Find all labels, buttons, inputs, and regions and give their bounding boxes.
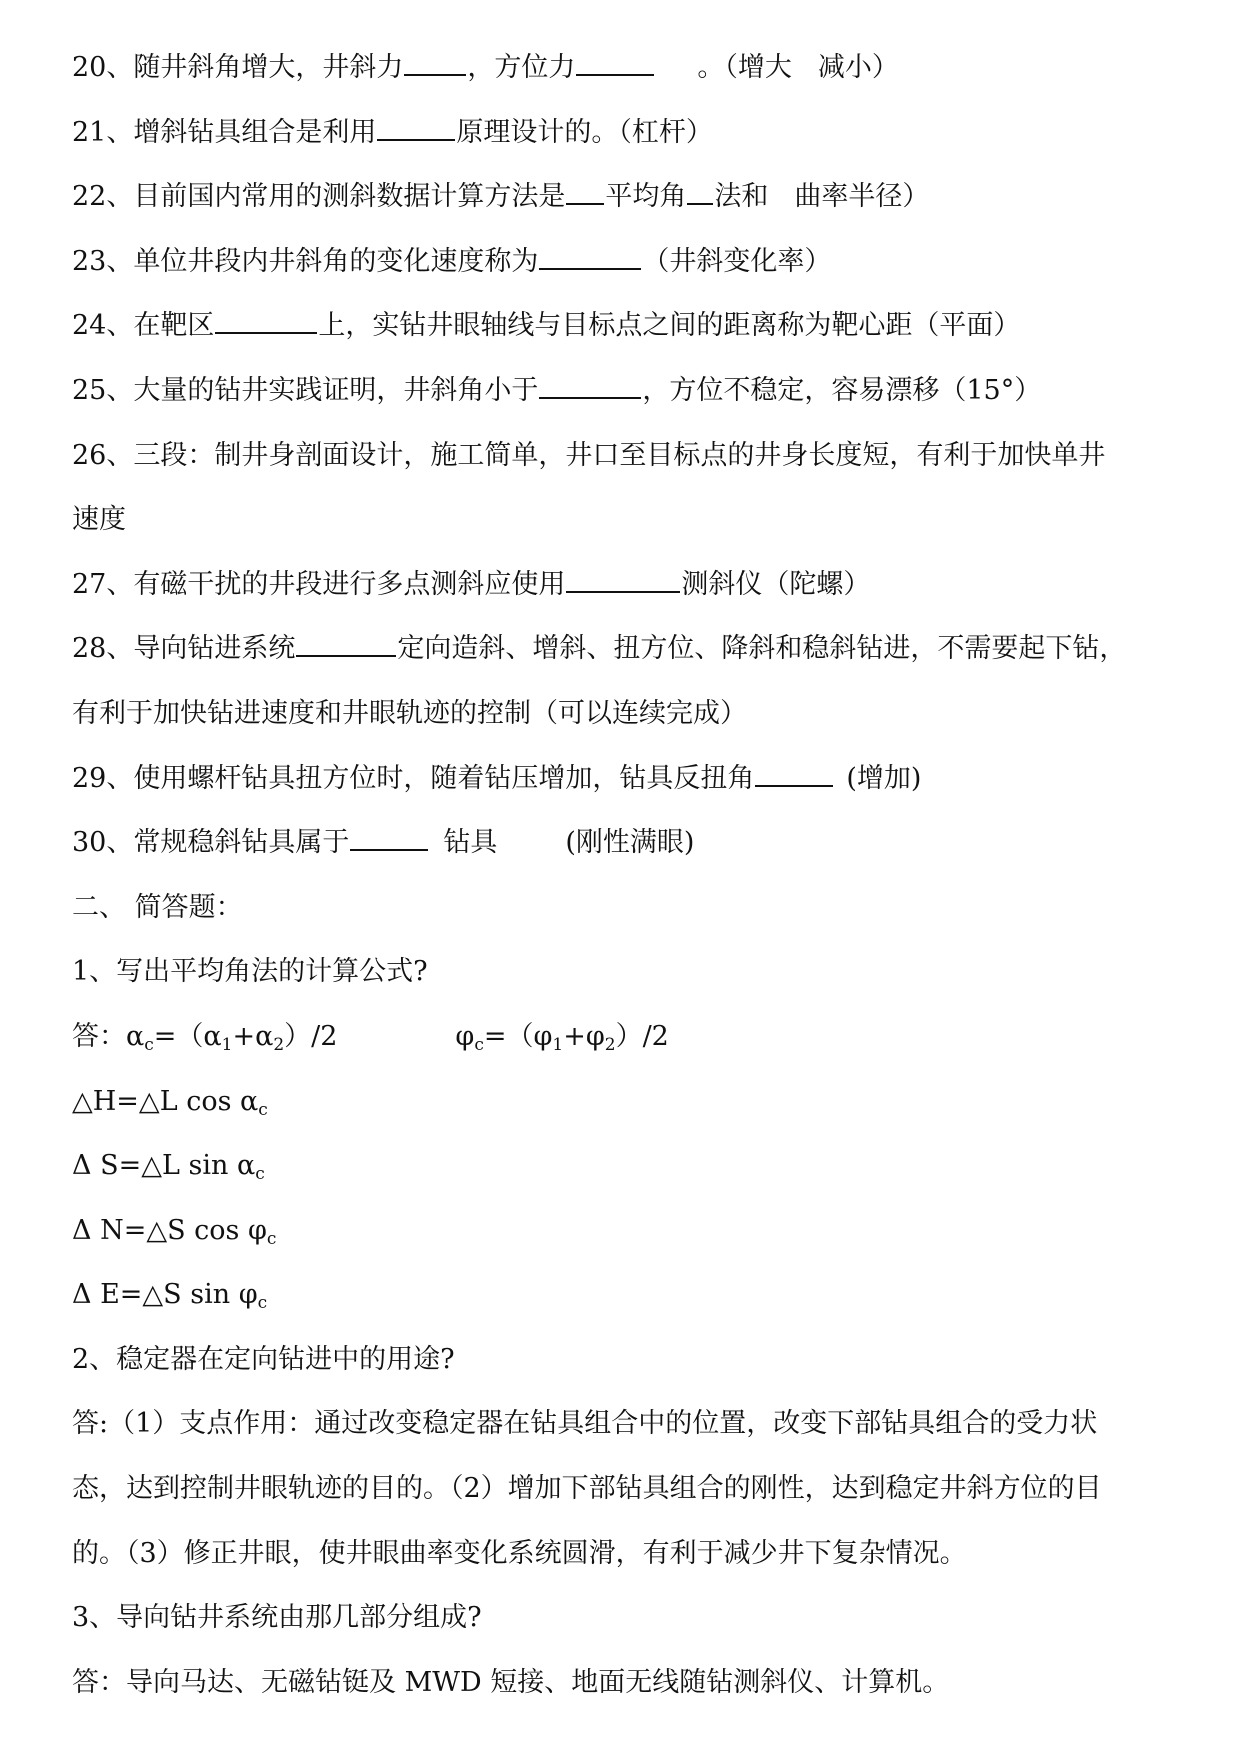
- subscript-c: c: [255, 1164, 265, 1185]
- formula-part: =（α: [153, 1020, 222, 1052]
- phi-symbol: φ: [455, 1020, 475, 1052]
- q28-blank: [296, 654, 396, 657]
- subscript-1: 1: [221, 1034, 233, 1055]
- question-20: [72, 36, 1182, 101]
- q20-text-b: ，方位力: [467, 52, 576, 83]
- q23-blank: [539, 267, 641, 270]
- q30-text-c: (刚性满眼): [565, 827, 695, 859]
- q24-blank: [215, 331, 317, 334]
- question-28: [72, 617, 1182, 682]
- q20-text-d: 减小）: [817, 52, 899, 83]
- q29-blank: [755, 784, 833, 787]
- short-answer-2-question: 2、稳定器在定向钻进中的用途?: [72, 1343, 455, 1375]
- alpha-symbol: α: [126, 1020, 145, 1052]
- question-22: [72, 165, 1182, 230]
- subscript-2: 2: [604, 1034, 616, 1055]
- q28-text-a: 28、导向钻进系统: [72, 633, 296, 665]
- question-26: [72, 424, 1182, 489]
- q20-text-c: 。（增大: [697, 52, 792, 83]
- formula-delta-h: [72, 1070, 1182, 1135]
- q28-text-b: 定向造斜、增斜、扭方位、降斜和稳斜钻进，不需要起下钻，: [397, 633, 1127, 665]
- q20-text-a: 20、随井斜角增大，井斜力: [72, 52, 404, 83]
- q22-blank-1: [566, 202, 604, 205]
- q23-text-a: 23、单位井段内井斜角的变化速度称为: [72, 245, 539, 277]
- question-28-cont: [72, 682, 1182, 747]
- formula-delta-n: [72, 1199, 1182, 1264]
- q22-text-a: 22、目前国内常用的测斜数据计算方法是: [72, 181, 566, 213]
- q25-blank: [539, 396, 641, 399]
- q22-text-c: 法和: [714, 181, 769, 213]
- formula-part: +φ: [563, 1020, 605, 1052]
- formula-text: △H=△L cos α: [72, 1085, 259, 1117]
- formula-part: +α: [232, 1020, 274, 1052]
- short-answer-2-line-2: 态，达到控制井眼轨迹的目的。（2）增加下部钻具组合的刚性，达到稳定井斜方位的目: [72, 1473, 1102, 1505]
- q27-text-a: 27、有磁干扰的井段进行多点测斜应使用: [72, 568, 566, 600]
- q23-text-b: （井斜变化率）: [642, 245, 832, 277]
- subscript-c: c: [144, 1034, 154, 1055]
- q22-text-b: 平均角: [605, 181, 687, 213]
- subscript-c: c: [258, 1099, 268, 1120]
- question-23: [72, 230, 1182, 295]
- formula-part: ）/2: [615, 1020, 669, 1052]
- subscript-c: c: [474, 1034, 484, 1055]
- q24-text-a: 24、在靶区: [72, 310, 215, 342]
- q30-text-b: 钻具: [443, 827, 498, 859]
- short-answer-2-line-3: 的。（3）修正井眼，使井眼曲率变化系统圆滑，有利于减少井下复杂情况。: [72, 1537, 967, 1569]
- q25-text-b: ，方位不稳定，容易漂移（15°）: [642, 374, 1042, 406]
- answer-label: 答：: [72, 1020, 126, 1052]
- short-answer-3-answer: 答：导向马达、无磁钻铤及 MWD 短接、地面无线随钻测斜仪、计算机。: [72, 1666, 950, 1698]
- short-answer-1-question: 1、写出平均角法的计算公式?: [72, 956, 428, 988]
- q20-blank-2: [576, 73, 654, 76]
- q21-blank: [377, 138, 455, 141]
- formula-part: =（φ: [483, 1020, 553, 1052]
- q29-text-b: (增加): [846, 762, 922, 794]
- q20-blank-1: [404, 73, 466, 76]
- subscript-c: c: [257, 1293, 268, 1314]
- q30-blank: [350, 848, 428, 851]
- subscript-1: 1: [552, 1034, 564, 1055]
- short-answer-1-formula-1: [72, 1005, 1182, 1070]
- formula-delta-s: [72, 1134, 1182, 1199]
- q27-blank: [566, 590, 680, 593]
- formula-text: Δ N=△S cos φ: [72, 1214, 267, 1246]
- q25-text-a: 25、大量的钻井实践证明，井斜角小于: [72, 374, 539, 406]
- formula-text: Δ S=△L sin α: [72, 1150, 256, 1182]
- document-body: [72, 36, 1182, 1715]
- subscript-2: 2: [273, 1034, 285, 1055]
- question-24: [72, 294, 1182, 359]
- question-25: [72, 359, 1182, 424]
- question-26-cont: [72, 488, 1182, 553]
- q28-text-c: 有利于加快钻进速度和井眼轨迹的控制（可以连续完成）: [72, 697, 747, 729]
- q29-text-a: 29、使用螺杆钻具扭方位时，随着钻压增加，钻具反扭角: [72, 762, 755, 794]
- q22-text-d: 曲率半径）: [794, 181, 930, 213]
- question-21: [72, 101, 1182, 166]
- q22-blank-2: [687, 202, 713, 205]
- q27-text-b: 测斜仪（陀螺）: [681, 568, 871, 600]
- formula-delta-e: [72, 1263, 1182, 1328]
- section-heading: 二、 简答题：: [72, 891, 243, 923]
- subscript-c: c: [266, 1228, 277, 1249]
- formula-part: ）/2: [284, 1020, 338, 1052]
- question-30: [72, 811, 1182, 876]
- q26-text-a: 26、三段：制井身剖面设计，施工简单，井口至目标点的井身长度短，有利于加快单井: [72, 439, 1106, 471]
- q24-text-b: 上，实钻井眼轴线与目标点之间的距离称为靶心距（平面）: [318, 310, 1021, 342]
- question-27: [72, 553, 1182, 618]
- q30-text-a: 30、常规稳斜钻具属于: [72, 827, 350, 859]
- short-answer-2-line-1: 答:（1）支点作用：通过改变稳定器在钻具组合中的位置，改变下部钻具组合的受力状: [72, 1408, 1098, 1440]
- formula-text: Δ E=△S sin φ: [72, 1279, 258, 1311]
- question-29: [72, 747, 1182, 812]
- q26-text-b: 速度: [72, 504, 126, 536]
- q21-text-a: 21、增斜钻具组合是利用: [72, 116, 377, 148]
- q21-text-b: 原理设计的。（杠杆）: [456, 116, 713, 148]
- short-answer-3-question: 3、导向钻井系统由那几部分组成?: [72, 1602, 482, 1634]
